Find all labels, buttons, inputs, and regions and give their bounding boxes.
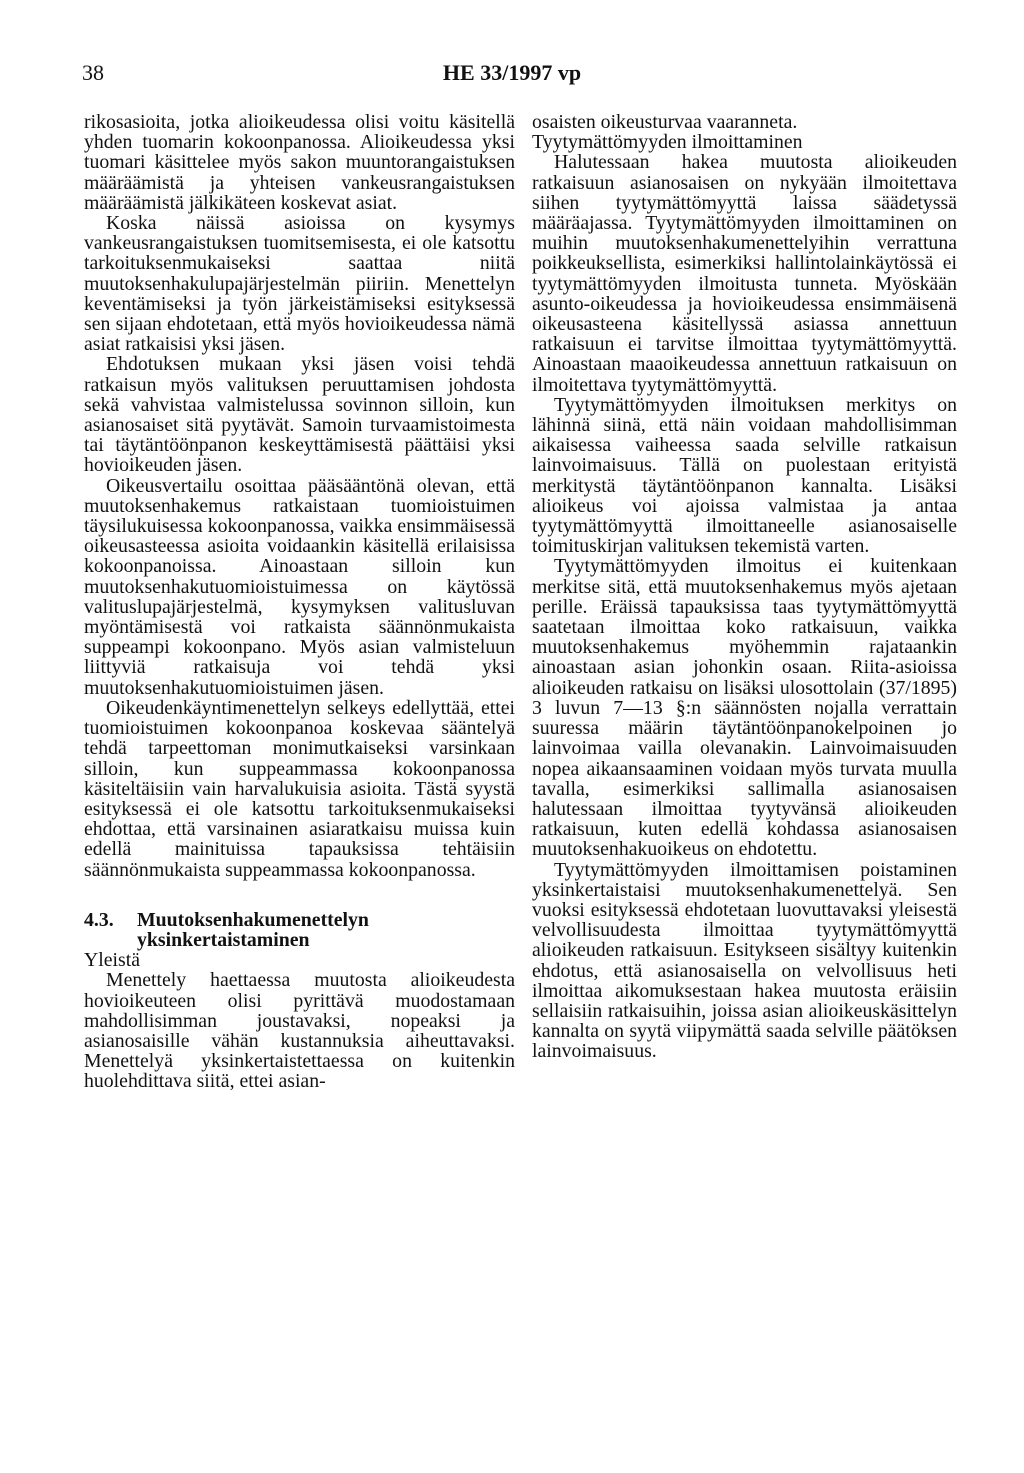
paragraph: Tyytymättömyyden ilmoituksen merkitys on lähinnä siinä, että näin voidaan mahdollisimman aikaisessa vaiheessa saada selville ratkaisun lainvoimaisuus. Tällä on puolestaan erityistä merkitystä täytäntöönpanon kannalta. Lisäksi alioikeus voi ajoissa valmistaa ja antaa tyytymättömyyttä ilmoittaneelle asianosaiselle toimituskirjan valituksen tekemistä varten. — [532, 393, 957, 558]
continuation-text: osaisten oikeusturvaa vaaranneta. — [532, 111, 798, 133]
section-number: 4.3. — [84, 908, 114, 931]
right-column — [532, 112, 957, 1062]
document-id: HE 33/1997 vp — [442, 60, 582, 85]
page-number: 38 — [82, 60, 104, 85]
subheading-yleista: Yleistä — [84, 949, 141, 972]
section-title — [137, 910, 369, 950]
paragraph: Koska näissä asioissa on kysymys vankeusrangaistuksen tuomitsemisesta, ei ole katsottu tarkoituksenmukaiseksi saattaa niitä muutoksenhakulupajärjestelmän piiriin. Menettelyn keventämiseksi ja työn järkeistämiseksi esityksessä sen sijaan ehdotetaan, että myös hovioikeudessa nämä asiat ratkaisisi yksi jäsen. — [84, 212, 515, 356]
section-title-line: yksinkertaistaminen — [137, 928, 310, 951]
left-column — [84, 112, 515, 1092]
paragraph: Oikeudenkäyntimenettelyn selkeys edellyttää, ettei tuomioistuimen kokoonpanoa koskevaa sääntelyä tehdä tarpeettoman monimutkaiseksi varsinkaan silloin, kun suppeammassa kokoonpanossa käsiteltäisiin vain harvalukuisia asioita. Tästä syystä esityksessä ei ole katsottu tarkoituksenmukaiseksi ehdottaa, että varsinainen asiaratkaisu muissa kuin edellä mainituissa tapauksissa tehtäisiin säännönmukaista suppeammassa kokoonpanossa. — [84, 696, 515, 881]
paragraph: Oikeusvertailu osoittaa pääsääntönä olevan, että muutoksenhakemus ratkaistaan tuomioistuimen täysilukuisessa kokoonpanossa, vaikka ensimmäisessä oikeusasteessa asioita voidaankin käsitellä erilaisissa kokoonpanoissa. Ainoastaan silloin kun muutoksenhakutuomioistuimessa on käytössä valituslupajärjestelmä, kysymyksen valitusluvan myöntämisestä voi ratkaista säännönmukaista suppeampi kokoonpano. Myös asian valmisteluun liittyviä ratkaisuja voi tehdä yksi muutoksenhakutuomioistuimen jäsen. — [84, 474, 515, 699]
subheading-tyytymattomyyden-ilmoittaminen: Tyytymättömyyden ilmoittaminen — [532, 131, 803, 154]
paragraph: rikosasioita, jotka alioikeudessa olisi voitu käsitellä yhden tuomarin kokoonpanossa. Alioikeudessa yksi tuomari käsittelee myös sakon muuntorangaistuksen määräämistä ja yhteisen vankeusrangaistuksen määräämistä jälkikäteen koskevat asiat. — [84, 111, 515, 214]
paragraph: Tyytymättömyyden ilmoittamisen poistaminen yksinkertaistaisi muutoksenhakumenettelyä. Sen vuoksi esityksessä ehdotetaan luovuttavaksi yleisestä velvollisuudesta ilmoittaa tyytymättömyyttä alioikeuden ratkaisuun. Esitykseen sisältyy kuitenkin ehdotus, että asianosaisella on velvollisuus heti ilmoittaa aikomuksestaan hakea muutosta eräisiin sellaisiin ratkaisuihin, joissa asian alioikeuskäsittelyn kannalta on syytä viipymättä saada selville päätöksen lainvoimaisuus. — [532, 858, 957, 1063]
page-header — [82, 60, 942, 92]
paragraph: Tyytymättömyyden ilmoitus ei kuitenkaan merkitse sitä, että muutoksenhakemus myös ajetaan perille. Eräissä tapauksissa taas tyytymättömyyttä saatetaan ilmoittaa koko ratkaisuun, vaikka muutoksenhakemus myöhemmin rajataankin ainoastaan asian johonkin osaan. Riita-asioissa alioikeuden ratkaisu on lisäksi ulosottolain (37/1895) 3 luvun 7—13 §:n säännösten nojalla verrattain suuressa määrin täytäntöönpanokelpoinen jo lainvoimaa vailla olevanakin. Lainvoimaisuuden nopea aikaansaaminen voidaan myös turvata muulla tavalla, esimerkiksi sallimalla asianosaisen halutessaan ilmoittaa tyytyvänsä alioikeuden ratkaisuun, kuten edellä kohdassa asianosaisen muutoksenhakuoikeus on ehdotettu. — [532, 555, 957, 861]
paragraph: Ehdotuksen mukaan yksi jäsen voisi tehdä ratkaisun myös valituksen peruuttamisen johdosta sekä vahvistaa valmistelussa sovinnon silloin, kun asianosaiset sitä pyytävät. Samoin turvaamistoimesta tai täytäntöönpanon keskeyttämisestä päättäisi yksi hovioikeuden jäsen. — [84, 353, 515, 477]
paragraph: Halutessaan hakea muutosta alioikeuden ratkaisuun asianosaisen on nykyään ilmoitettava siihen tyytymättömyyttä laissa säädetyssä määräajassa. Tyytymättömyyden ilmoittaminen on muihin muutoksenhakumenettelyihin verrattuna poikkeuksellista, esimerkiksi hallintolainkäytössä ei tyytymättömyyden ilmoitusta tunneta. Myöskään asunto-oikeudessa ja hovioikeudessa ensimmäisenä oikeusasteena käsitellyssä asiassa annettuun ratkaisuun ei tarvitse ilmoittaa tyytymättömyyttä. Ainoastaan maaoikeudessa annettuun ratkaisuun on ilmoitettava tyytymättömyyttä. — [532, 151, 957, 396]
paragraph: Menettely haettaessa muutosta alioikeudesta hovioikeuteen olisi pyrittävä muodostamaan mahdollisimman joustavaksi, nopeaksi ja asianosaisille vähän kustannuksia aiheuttavaksi. Menettelyä yksinkertaistettaessa on kuitenkin huolehdittava siitä, ettei asian- — [84, 969, 515, 1093]
section-heading — [84, 910, 515, 950]
section-title-line: Muutoksenhakumenettelyn — [137, 908, 369, 931]
